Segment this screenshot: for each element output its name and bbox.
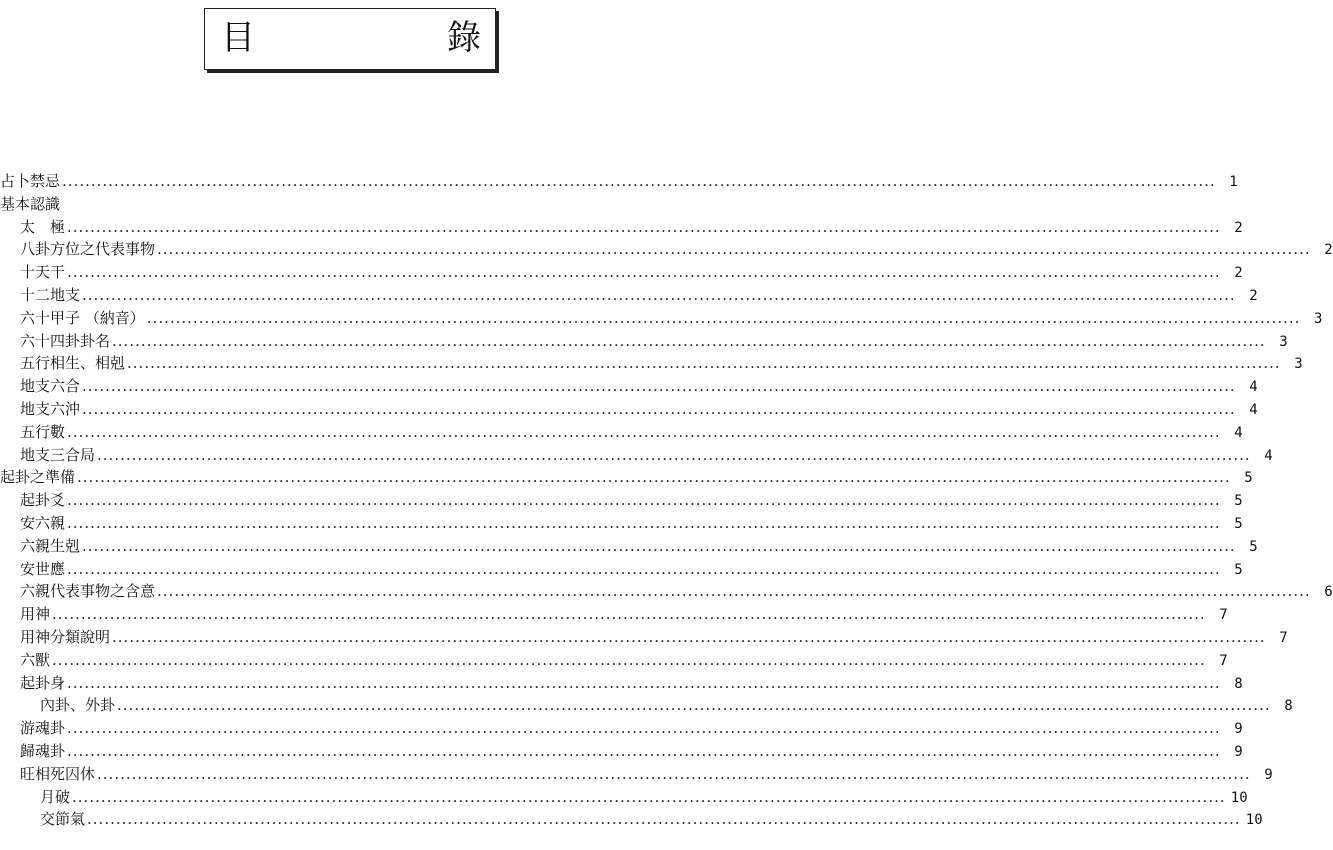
toc-entry[interactable] <box>0 398 1258 421</box>
toc-entry-label: 起卦之準備 <box>0 468 76 487</box>
toc-entry-page-number: 5 <box>1234 493 1243 510</box>
toc-leader-dots: ........................................................................................................................................................................................................ <box>52 605 1206 624</box>
toc-entry[interactable] <box>0 535 1258 558</box>
toc-leader-dots: ........................................................................................................................................................................................................ <box>117 696 1271 715</box>
toc-leader-dots: ........................................................................................................................................................................................................ <box>127 354 1281 373</box>
toc-entry-page-number: 4 <box>1249 401 1258 418</box>
toc-entry-label: 六親生剋 <box>20 536 81 555</box>
toc-entry-page-number: 3 <box>1313 310 1323 327</box>
toc-entry-page-number: 8 <box>1284 698 1293 715</box>
toc-entry[interactable] <box>0 489 1243 512</box>
toc-entry-label: 五行相生、相剋 <box>20 354 126 373</box>
toc-leader-dots: ........................................................................................................................................................................................................ <box>67 513 1221 532</box>
toc-leader-dots: ........................................................................................................................................................................................................ <box>67 422 1221 441</box>
toc-leader-dots: ........................................................................................................................................................................................................ <box>112 331 1266 350</box>
toc-leader-dots: ........................................................................................................................................................................................................ <box>67 263 1221 282</box>
toc-entry[interactable] <box>0 626 1288 649</box>
toc-entry[interactable] <box>0 786 1248 809</box>
toc-leader-dots: ........................................................................................................................................................................................................ <box>112 627 1266 646</box>
toc-entry-label: 用神 <box>20 605 51 624</box>
toc-leader-dots: ........................................................................................................................................................................................................ <box>82 377 1236 396</box>
toc-entry-page-number: 9 <box>1234 743 1243 760</box>
toc-entry[interactable] <box>0 261 1243 284</box>
toc-entry[interactable] <box>0 808 1263 831</box>
toc-entry-label: 歸魂卦 <box>20 741 66 760</box>
toc-entry-label: 基本認識 <box>0 194 61 213</box>
toc-entry-page-number: 10 <box>1245 812 1263 829</box>
toc-entry[interactable] <box>0 672 1243 695</box>
toc-entry[interactable] <box>0 307 1323 330</box>
toc-entry-label: 起卦爻 <box>20 491 66 510</box>
toc-entry[interactable] <box>0 717 1243 740</box>
toc-entry-page-number: 9 <box>1234 721 1243 738</box>
toc-entry-page-number: 8 <box>1234 675 1243 692</box>
toc-entry-label: 十二地支 <box>20 285 81 304</box>
toc-entry-page-number: 5 <box>1244 470 1253 487</box>
toc-entry-page-number: 2 <box>1249 287 1258 304</box>
toc-entry-label: 地支六沖 <box>20 399 81 418</box>
toc-entry[interactable] <box>0 740 1243 763</box>
toc-leader-dots: ........................................................................................................................................................................................................ <box>67 559 1221 578</box>
toc-leader-dots: ........................................................................................................................................................................................................ <box>62 172 1216 190</box>
toc-entry-label: 交節氣 <box>40 810 86 829</box>
toc-entry[interactable] <box>0 352 1303 375</box>
toc-title-box <box>204 8 496 70</box>
toc-entry-label: 占卜禁忌 <box>0 172 61 190</box>
toc-entry-label: 游魂卦 <box>20 719 66 738</box>
toc-entry-label: 月破 <box>40 787 71 806</box>
toc-leader-dots: ........................................................................................................................................................................................................ <box>67 673 1221 692</box>
toc-title-right-char: 錄 <box>447 18 481 58</box>
toc-entry[interactable] <box>0 330 1288 353</box>
toc-leader-dots: ........................................................................................................................................................................................................ <box>82 285 1236 304</box>
toc-entry-page-number: 4 <box>1264 447 1273 464</box>
toc-entry-label: 起卦身 <box>20 673 66 692</box>
toc-entry[interactable] <box>0 375 1258 398</box>
toc-entry-label: 五行數 <box>20 422 66 441</box>
toc-leader-dots: ........................................................................................................................................................................................................ <box>72 787 1226 806</box>
toc-entry-page-number: 4 <box>1249 379 1258 396</box>
toc-entry-page-number: 2 <box>1234 265 1243 282</box>
toc-entry-page-number: 10 <box>1230 789 1248 806</box>
toc-entry-label: 安世應 <box>20 559 66 578</box>
toc-entry-label: 用神分類說明 <box>20 627 111 646</box>
toc-title-left-char: 目 <box>221 18 255 58</box>
toc-leader-dots: ........................................................................................................................................................................................................ <box>77 468 1231 487</box>
toc-leader-dots: ........................................................................................................................................................................................................ <box>146 308 1301 327</box>
toc-entry-page-number: 7 <box>1219 607 1228 624</box>
toc-leader-dots: ........................................................................................................................................................................................................ <box>67 741 1221 760</box>
toc-leader-dots: ........................................................................................................................................................................................................ <box>157 582 1311 601</box>
toc-entry-page-number: 7 <box>1219 652 1228 669</box>
toc-entry[interactable] <box>0 466 1253 489</box>
toc-entry[interactable] <box>0 603 1228 626</box>
toc-entry-page-number: 7 <box>1279 629 1288 646</box>
toc-entry[interactable] <box>0 421 1243 444</box>
toc-entry-label: 六獸 <box>20 650 51 669</box>
toc-entry[interactable] <box>0 558 1243 581</box>
toc-entry[interactable] <box>0 580 1333 603</box>
toc-entry-label: 六十甲子 （納音） <box>20 308 145 327</box>
toc-leader-dots: ........................................................................................................................................................................................................ <box>67 719 1221 738</box>
toc-entry-page-number: 2 <box>1324 242 1333 259</box>
toc-entry-label: 六親代表事物之含意 <box>20 582 156 601</box>
toc-entry-label: 十天干 <box>20 263 66 282</box>
toc-entry-page-number: 3 <box>1294 356 1303 373</box>
toc-entry-page-number: 6 <box>1324 584 1333 601</box>
toc-entry-label: 地支三合局 <box>20 445 96 464</box>
toc-entry[interactable] <box>0 512 1243 535</box>
toc-leader-dots: ........................................................................................................................................................................................................ <box>67 217 1221 236</box>
toc-entry[interactable] <box>0 193 632 216</box>
toc-entry-page-number: 5 <box>1234 515 1243 532</box>
toc-leader-dots: ........................................................................................................................................................................................................ <box>87 810 1241 829</box>
table-of-contents <box>0 170 1333 831</box>
toc-entry[interactable] <box>0 444 1273 467</box>
toc-leader-dots: ........................................................................................................................................................................................................ <box>157 240 1311 259</box>
toc-entry-label: 安六親 <box>20 513 66 532</box>
toc-entry[interactable] <box>0 649 1228 672</box>
toc-entry[interactable] <box>0 170 1238 193</box>
toc-leader-dots: ........................................................................................................................................................................................................ <box>82 399 1236 418</box>
toc-leader-dots: ........................................................................................................................................................................................................ <box>52 650 1206 669</box>
toc-entry[interactable] <box>0 238 1333 261</box>
toc-leader-dots: ........................................................................................................................................................................................................ <box>67 491 1221 510</box>
toc-entry-label: 六十四卦卦名 <box>20 331 111 350</box>
toc-leader-dots: ........................................................................................................................................................................................................ <box>82 536 1236 555</box>
toc-leader-dots: ........................................................................................................................................................................................................ <box>97 764 1251 783</box>
toc-entry-page-number: 3 <box>1279 333 1288 350</box>
toc-entry-page-number: 1 <box>1229 174 1238 190</box>
toc-entry-label: 地支六合 <box>20 377 81 396</box>
toc-entry-label: 內卦、外卦 <box>40 696 116 715</box>
toc-entry[interactable] <box>0 694 1293 717</box>
toc-entry-page-number: 5 <box>1234 561 1243 578</box>
toc-entry[interactable] <box>0 763 1273 786</box>
toc-entry-page-number: 4 <box>1234 424 1243 441</box>
toc-entry-page-number: 9 <box>1264 766 1273 783</box>
toc-entry-page-number: 5 <box>1249 538 1258 555</box>
toc-entry[interactable] <box>0 284 1258 307</box>
toc-entry-label: 旺相死囚休 <box>20 764 96 783</box>
toc-entry-page-number: 2 <box>1234 219 1243 236</box>
toc-entry-label: 八卦方位之代表事物 <box>20 240 156 259</box>
toc-entry-label: 太 極 <box>20 217 66 236</box>
toc-entry[interactable] <box>0 216 1243 239</box>
toc-leader-dots: ........................................................................................................................................................................................................ <box>97 445 1251 464</box>
